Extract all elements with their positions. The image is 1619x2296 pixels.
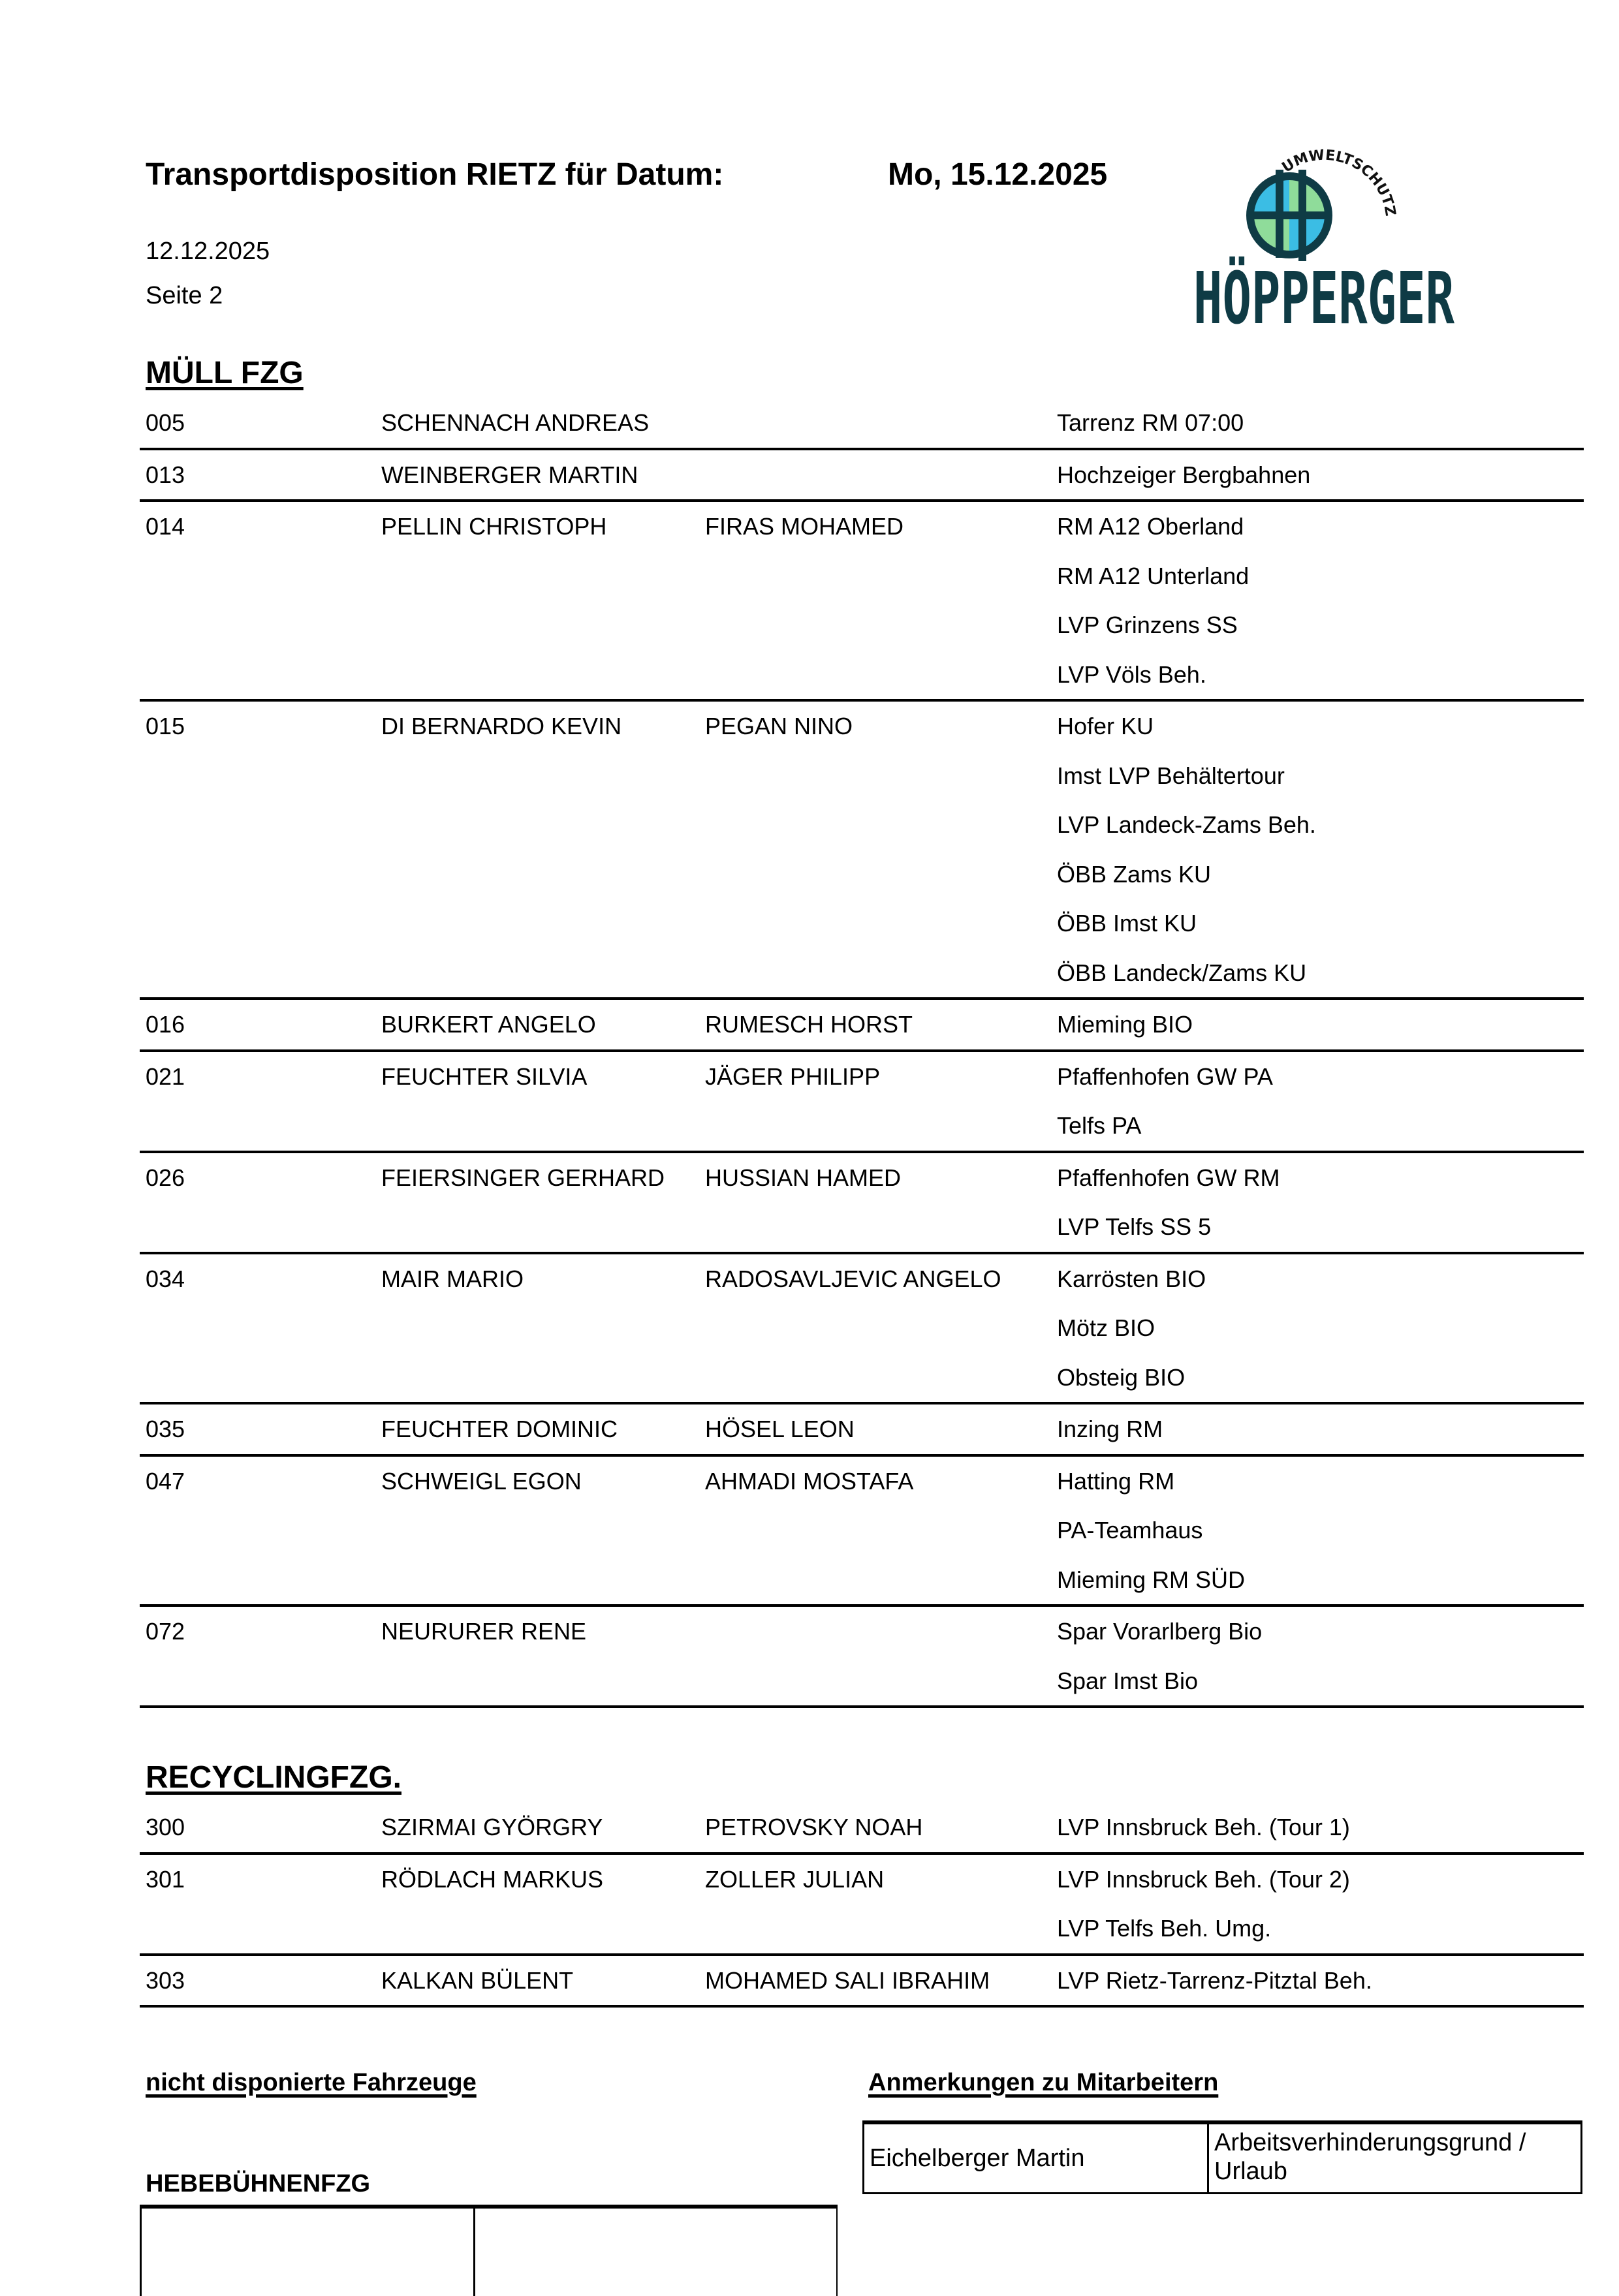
remarks-title: Anmerkungen zu Mitarbeitern xyxy=(868,2069,1219,2096)
recycling-vehicle-table xyxy=(140,1803,1584,2008)
row-line xyxy=(140,1254,1584,1304)
tour-name: RM A12 Unterland xyxy=(1057,562,1250,589)
tour-name: Mieming BIO xyxy=(1057,1011,1193,1038)
svg-text:UMWELTSCHUTZ: UMWELTSCHUTZ xyxy=(1279,147,1399,217)
codriver-name: PETROVSKY NOAH xyxy=(705,1814,923,1840)
tour-name: LVP Rietz-Tarrenz-Pitztal Beh. xyxy=(1057,1966,1372,1994)
vehicle-row xyxy=(140,1956,1584,2008)
row-line xyxy=(140,702,1584,751)
hoepperger-logo xyxy=(1188,147,1475,336)
driver-name: KALKAN BÜLENT xyxy=(381,1966,574,1994)
tour-name: RM A12 Oberland xyxy=(1057,513,1244,540)
codriver-name: HUSSIAN HAMED xyxy=(705,1164,902,1191)
tour-name: ÖBB Imst KU xyxy=(1057,910,1197,937)
section-title-muell: MÜLL FZG xyxy=(146,356,304,390)
row-line xyxy=(140,1404,1584,1454)
codriver-name: RADOSAVLJEVIC ANGELO xyxy=(705,1265,1001,1292)
column-divider xyxy=(473,2209,475,2296)
row-line xyxy=(140,751,1584,801)
driver-name: SCHWEIGL EGON xyxy=(381,1467,582,1495)
row-line xyxy=(140,1607,1584,1656)
tour-name: Mieming RM SÜD xyxy=(1057,1566,1246,1593)
muell-vehicle-table xyxy=(140,398,1584,1708)
codriver-name: HÖSEL LEON xyxy=(705,1416,855,1442)
tour-name: Imst LVP Behältertour xyxy=(1057,762,1285,789)
section-title-recycling: RECYCLINGFZG. xyxy=(146,1760,401,1795)
tour-name: Pfaffenhofen GW RM xyxy=(1057,1164,1280,1191)
driver-name: FEUCHTER SILVIA xyxy=(381,1063,588,1090)
vehicle-row xyxy=(140,1855,1584,1956)
tour-name: Mötz BIO xyxy=(1057,1314,1155,1341)
row-line xyxy=(140,650,1584,700)
row-line xyxy=(140,1202,1584,1252)
tour-name: Pfaffenhofen GW PA xyxy=(1057,1063,1273,1090)
vehicle-number: 015 xyxy=(146,713,185,739)
tour-name: ÖBB Landeck/Zams KU xyxy=(1057,959,1307,986)
vehicle-row xyxy=(140,1457,1584,1607)
row-line xyxy=(140,1303,1584,1353)
tour-name: Inzing RM xyxy=(1057,1416,1163,1442)
undisposed-vehicles-title: nicht disponierte Fahrzeuge xyxy=(146,2069,477,2096)
row-line xyxy=(140,1052,1584,1102)
tour-name: Spar Imst Bio xyxy=(1057,1667,1199,1694)
driver-name: BURKERT ANGELO xyxy=(381,1011,596,1038)
driver-name: SZIRMAI GYÖRGRY xyxy=(381,1814,603,1840)
driver-name: DI BERNARDO KEVIN xyxy=(381,713,622,739)
print-date: 12.12.2025 xyxy=(146,238,270,265)
tour-name: Tarrenz RM 07:00 xyxy=(1057,409,1244,436)
driver-name: SCHENNACH ANDREAS xyxy=(381,409,650,436)
vehicle-number: 026 xyxy=(146,1164,185,1191)
lift-vehicle-table xyxy=(140,2205,838,2296)
vehicle-row xyxy=(140,1404,1584,1457)
tour-name: Hochzeiger Bergbahnen xyxy=(1057,461,1311,488)
vehicle-number: 301 xyxy=(146,1865,185,1893)
svg-text:HÖPPERGER: HÖPPER xyxy=(1193,256,1453,336)
vehicle-row xyxy=(140,398,1584,450)
codriver-name: PEGAN NINO xyxy=(705,713,853,739)
row-line xyxy=(140,1904,1584,1953)
tour-name: PA-Teamhaus xyxy=(1057,1517,1203,1544)
vehicle-row xyxy=(140,1254,1584,1405)
tour-name: LVP Innsbruck Beh. (Tour 1) xyxy=(1057,1814,1350,1840)
tour-name: LVP Völs Beh. xyxy=(1057,660,1206,688)
driver-name: FEIERSINGER GERHARD xyxy=(381,1164,665,1191)
vehicle-number: 300 xyxy=(146,1814,185,1840)
tour-name: Hofer KU xyxy=(1057,713,1154,739)
row-line xyxy=(140,1101,1584,1151)
tour-name: LVP Grinzens SS xyxy=(1057,612,1238,638)
tour-name: Obsteig BIO xyxy=(1057,1363,1186,1391)
codriver-name: ZOLLER JULIAN xyxy=(705,1865,885,1893)
vehicle-number: 013 xyxy=(146,461,185,488)
codriver-name: FIRAS MOHAMED xyxy=(705,513,904,540)
vehicle-number: 072 xyxy=(146,1618,185,1645)
tour-name: LVP Telfs Beh. Umg. xyxy=(1057,1915,1272,1942)
tour-name: Telfs PA xyxy=(1057,1112,1142,1139)
tour-name: LVP Telfs SS 5 xyxy=(1057,1213,1212,1240)
driver-name: RÖDLACH MARKUS xyxy=(381,1865,604,1893)
vehicle-row xyxy=(140,1052,1584,1153)
tour-name: ÖBB Zams KU xyxy=(1057,860,1212,888)
vehicle-number: 047 xyxy=(146,1467,185,1495)
vehicle-row xyxy=(140,450,1584,503)
remarks-reason: Arbeitsverhinderungsgrund / Urlaub xyxy=(1214,2129,1526,2185)
driver-name: MAIR MARIO xyxy=(381,1265,524,1292)
driver-name: WEINBERGER MARTIN xyxy=(381,461,638,488)
vehicle-number: 303 xyxy=(146,1966,185,1994)
vehicle-number: 016 xyxy=(146,1011,185,1038)
vehicle-row xyxy=(140,502,1584,702)
row-line xyxy=(140,899,1584,948)
row-line xyxy=(140,1656,1584,1706)
lift-vehicles-title: HEBEBÜHNENFZG xyxy=(146,2170,371,2197)
codriver-name: AHMADI MOSTAFA xyxy=(705,1467,914,1495)
driver-name: FEUCHTER DOMINIC xyxy=(381,1416,618,1442)
codriver-name: RUMESCH HORST xyxy=(705,1011,913,1038)
row-line xyxy=(140,948,1584,998)
tour-name: LVP Landeck-Zams Beh. xyxy=(1057,811,1316,838)
remarks-table-row xyxy=(862,2120,1582,2194)
remarks-employee: Eichelberger Martin xyxy=(864,2124,1209,2192)
row-line xyxy=(140,450,1584,500)
vehicle-row xyxy=(140,1153,1584,1254)
row-line xyxy=(140,600,1584,650)
row-line xyxy=(140,800,1584,850)
page-number: Seite 2 xyxy=(146,282,223,309)
row-line xyxy=(140,398,1584,448)
row-line xyxy=(140,1956,1584,2006)
tour-name: Spar Vorarlberg Bio xyxy=(1057,1618,1263,1645)
row-line xyxy=(140,1353,1584,1403)
vehicle-number: 035 xyxy=(146,1416,185,1442)
vehicle-number: 005 xyxy=(146,409,185,436)
tour-name: LVP Innsbruck Beh. (Tour 2) xyxy=(1057,1865,1350,1893)
row-line xyxy=(140,502,1584,551)
row-line xyxy=(140,1000,1584,1049)
row-line xyxy=(140,1803,1584,1852)
row-line xyxy=(140,850,1584,899)
row-line xyxy=(140,1153,1584,1203)
vehicle-number: 034 xyxy=(146,1265,185,1292)
vehicle-number: 014 xyxy=(146,513,185,540)
tour-name: Karrösten BIO xyxy=(1057,1265,1206,1292)
row-line xyxy=(140,1855,1584,1904)
row-line xyxy=(140,551,1584,601)
vehicle-row xyxy=(140,1000,1584,1052)
driver-name: PELLIN CHRISTOPH xyxy=(381,513,607,540)
row-line xyxy=(140,1555,1584,1605)
vehicle-row xyxy=(140,1803,1584,1855)
row-line xyxy=(140,1506,1584,1555)
tour-name: Hatting RM xyxy=(1057,1467,1175,1495)
document-title: Transportdisposition RIETZ für Datum: xyxy=(146,157,724,192)
vehicle-number: 021 xyxy=(146,1063,185,1090)
codriver-name: MOHAMED SALI IBRAHIM xyxy=(705,1966,990,1994)
vehicle-row xyxy=(140,1607,1584,1708)
codriver-name: JÄGER PHILIPP xyxy=(705,1063,881,1090)
target-date: Mo, 15.12.2025 xyxy=(888,157,1108,192)
vehicle-row xyxy=(140,702,1584,1000)
row-line xyxy=(140,1457,1584,1506)
driver-name: NEURURER RENE xyxy=(381,1618,587,1645)
